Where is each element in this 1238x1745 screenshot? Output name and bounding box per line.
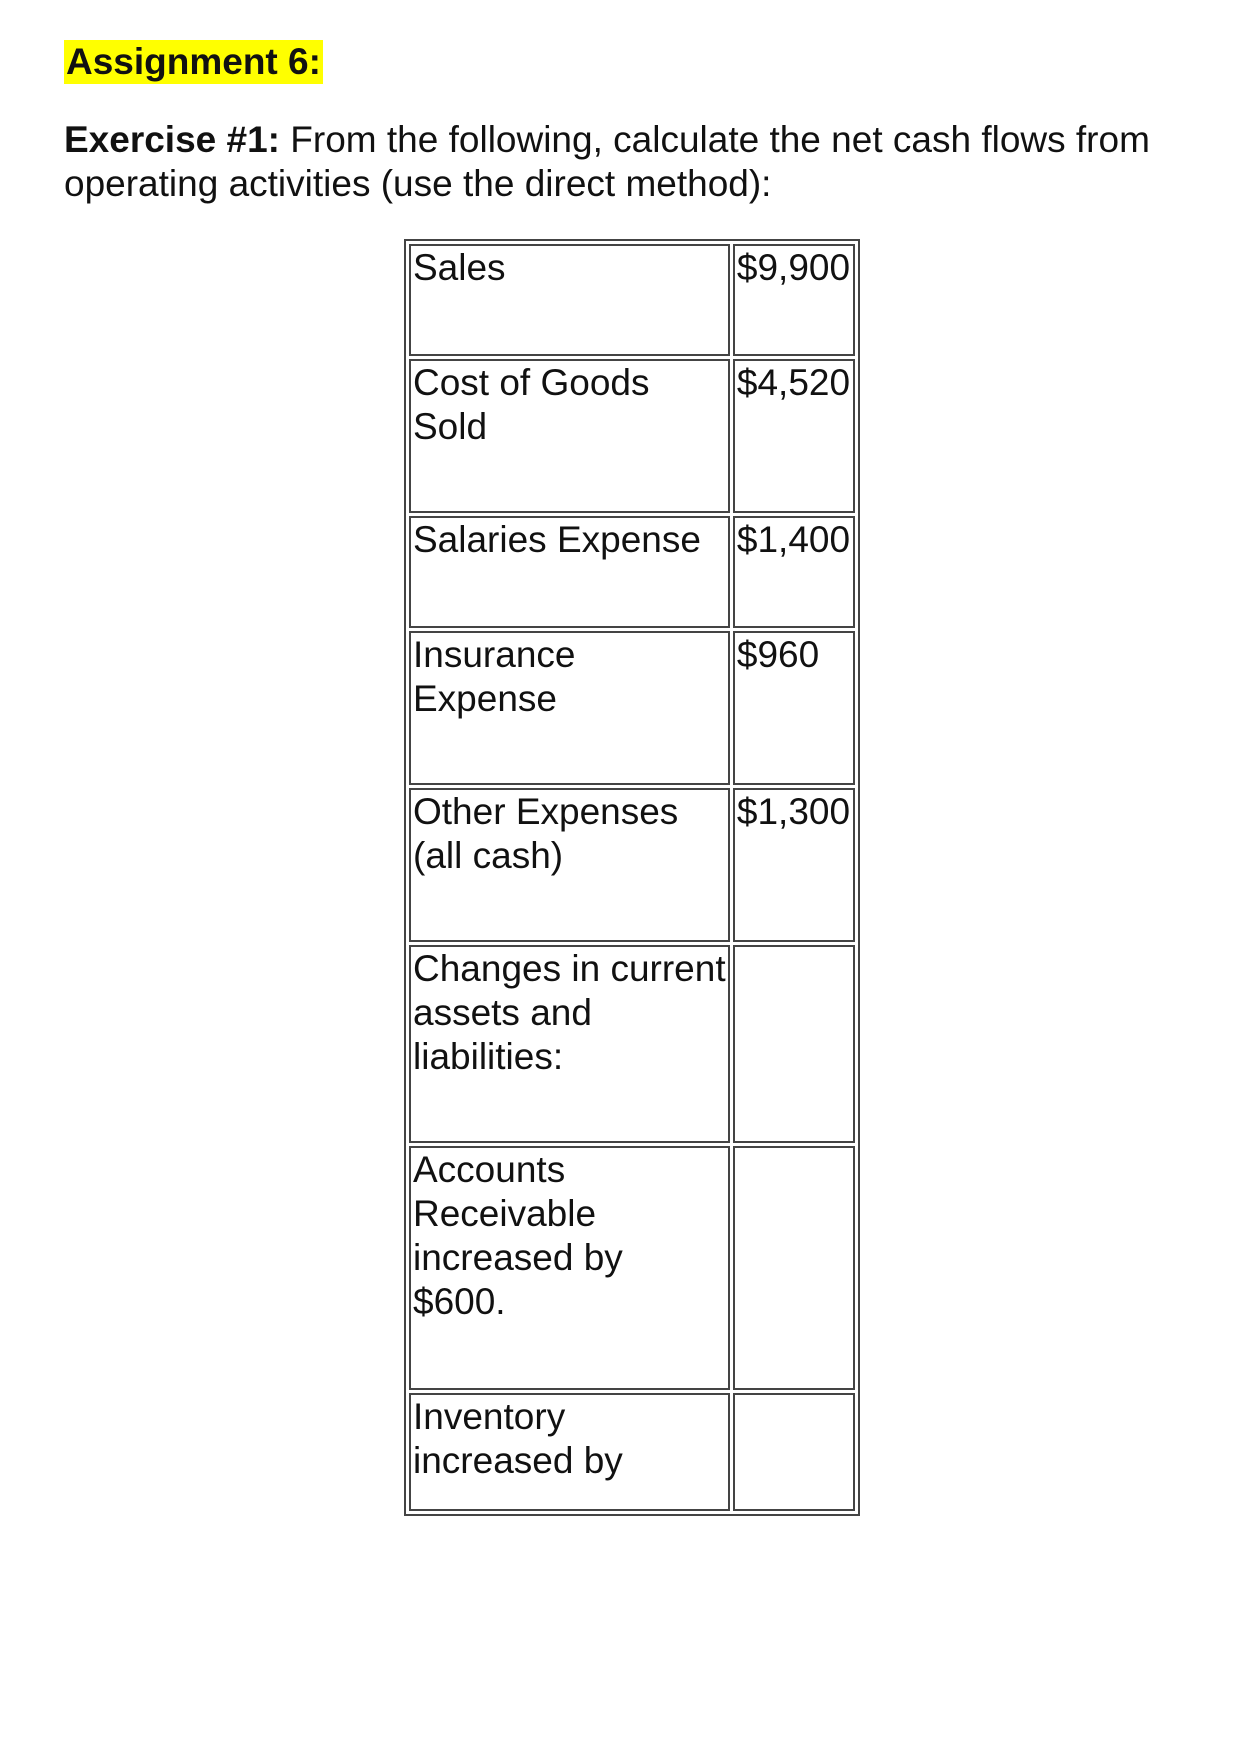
row-value: $4,520 xyxy=(733,359,855,513)
exercise-label: Exercise #1: xyxy=(64,119,281,160)
row-label: Other Expenses (all cash) xyxy=(409,788,730,942)
row-value xyxy=(733,1146,855,1390)
table-row xyxy=(409,516,855,628)
row-label: Insurance Expense xyxy=(409,631,730,785)
assignment-title: Assignment 6: xyxy=(66,41,321,82)
row-value xyxy=(733,945,855,1143)
exercise-text: From the following, calculate the net cash flows from operating activities (use the direct method): xyxy=(64,119,1150,204)
row-label: Changes in current assets and liabilities: xyxy=(409,945,730,1143)
row-value: $960 xyxy=(733,631,855,785)
row-label: Cost of Goods Sold xyxy=(409,359,730,513)
exercise-instructions xyxy=(64,118,1164,206)
financial-data-table xyxy=(404,239,860,1516)
table-row xyxy=(409,945,855,1143)
table-row xyxy=(409,788,855,942)
row-value xyxy=(733,1393,855,1511)
row-value: $1,400 xyxy=(733,516,855,628)
row-label: Accounts Receivable increased by $600. xyxy=(409,1146,730,1390)
row-label: Sales xyxy=(409,244,730,356)
row-label: Inventory increased by xyxy=(409,1393,730,1511)
row-value: $9,900 xyxy=(733,244,855,356)
table-row xyxy=(409,1393,855,1511)
row-value: $1,300 xyxy=(733,788,855,942)
table-row xyxy=(409,1146,855,1390)
table-row xyxy=(409,359,855,513)
table-row xyxy=(409,244,855,356)
table-row xyxy=(409,631,855,785)
row-label: Salaries Expense xyxy=(409,516,730,628)
